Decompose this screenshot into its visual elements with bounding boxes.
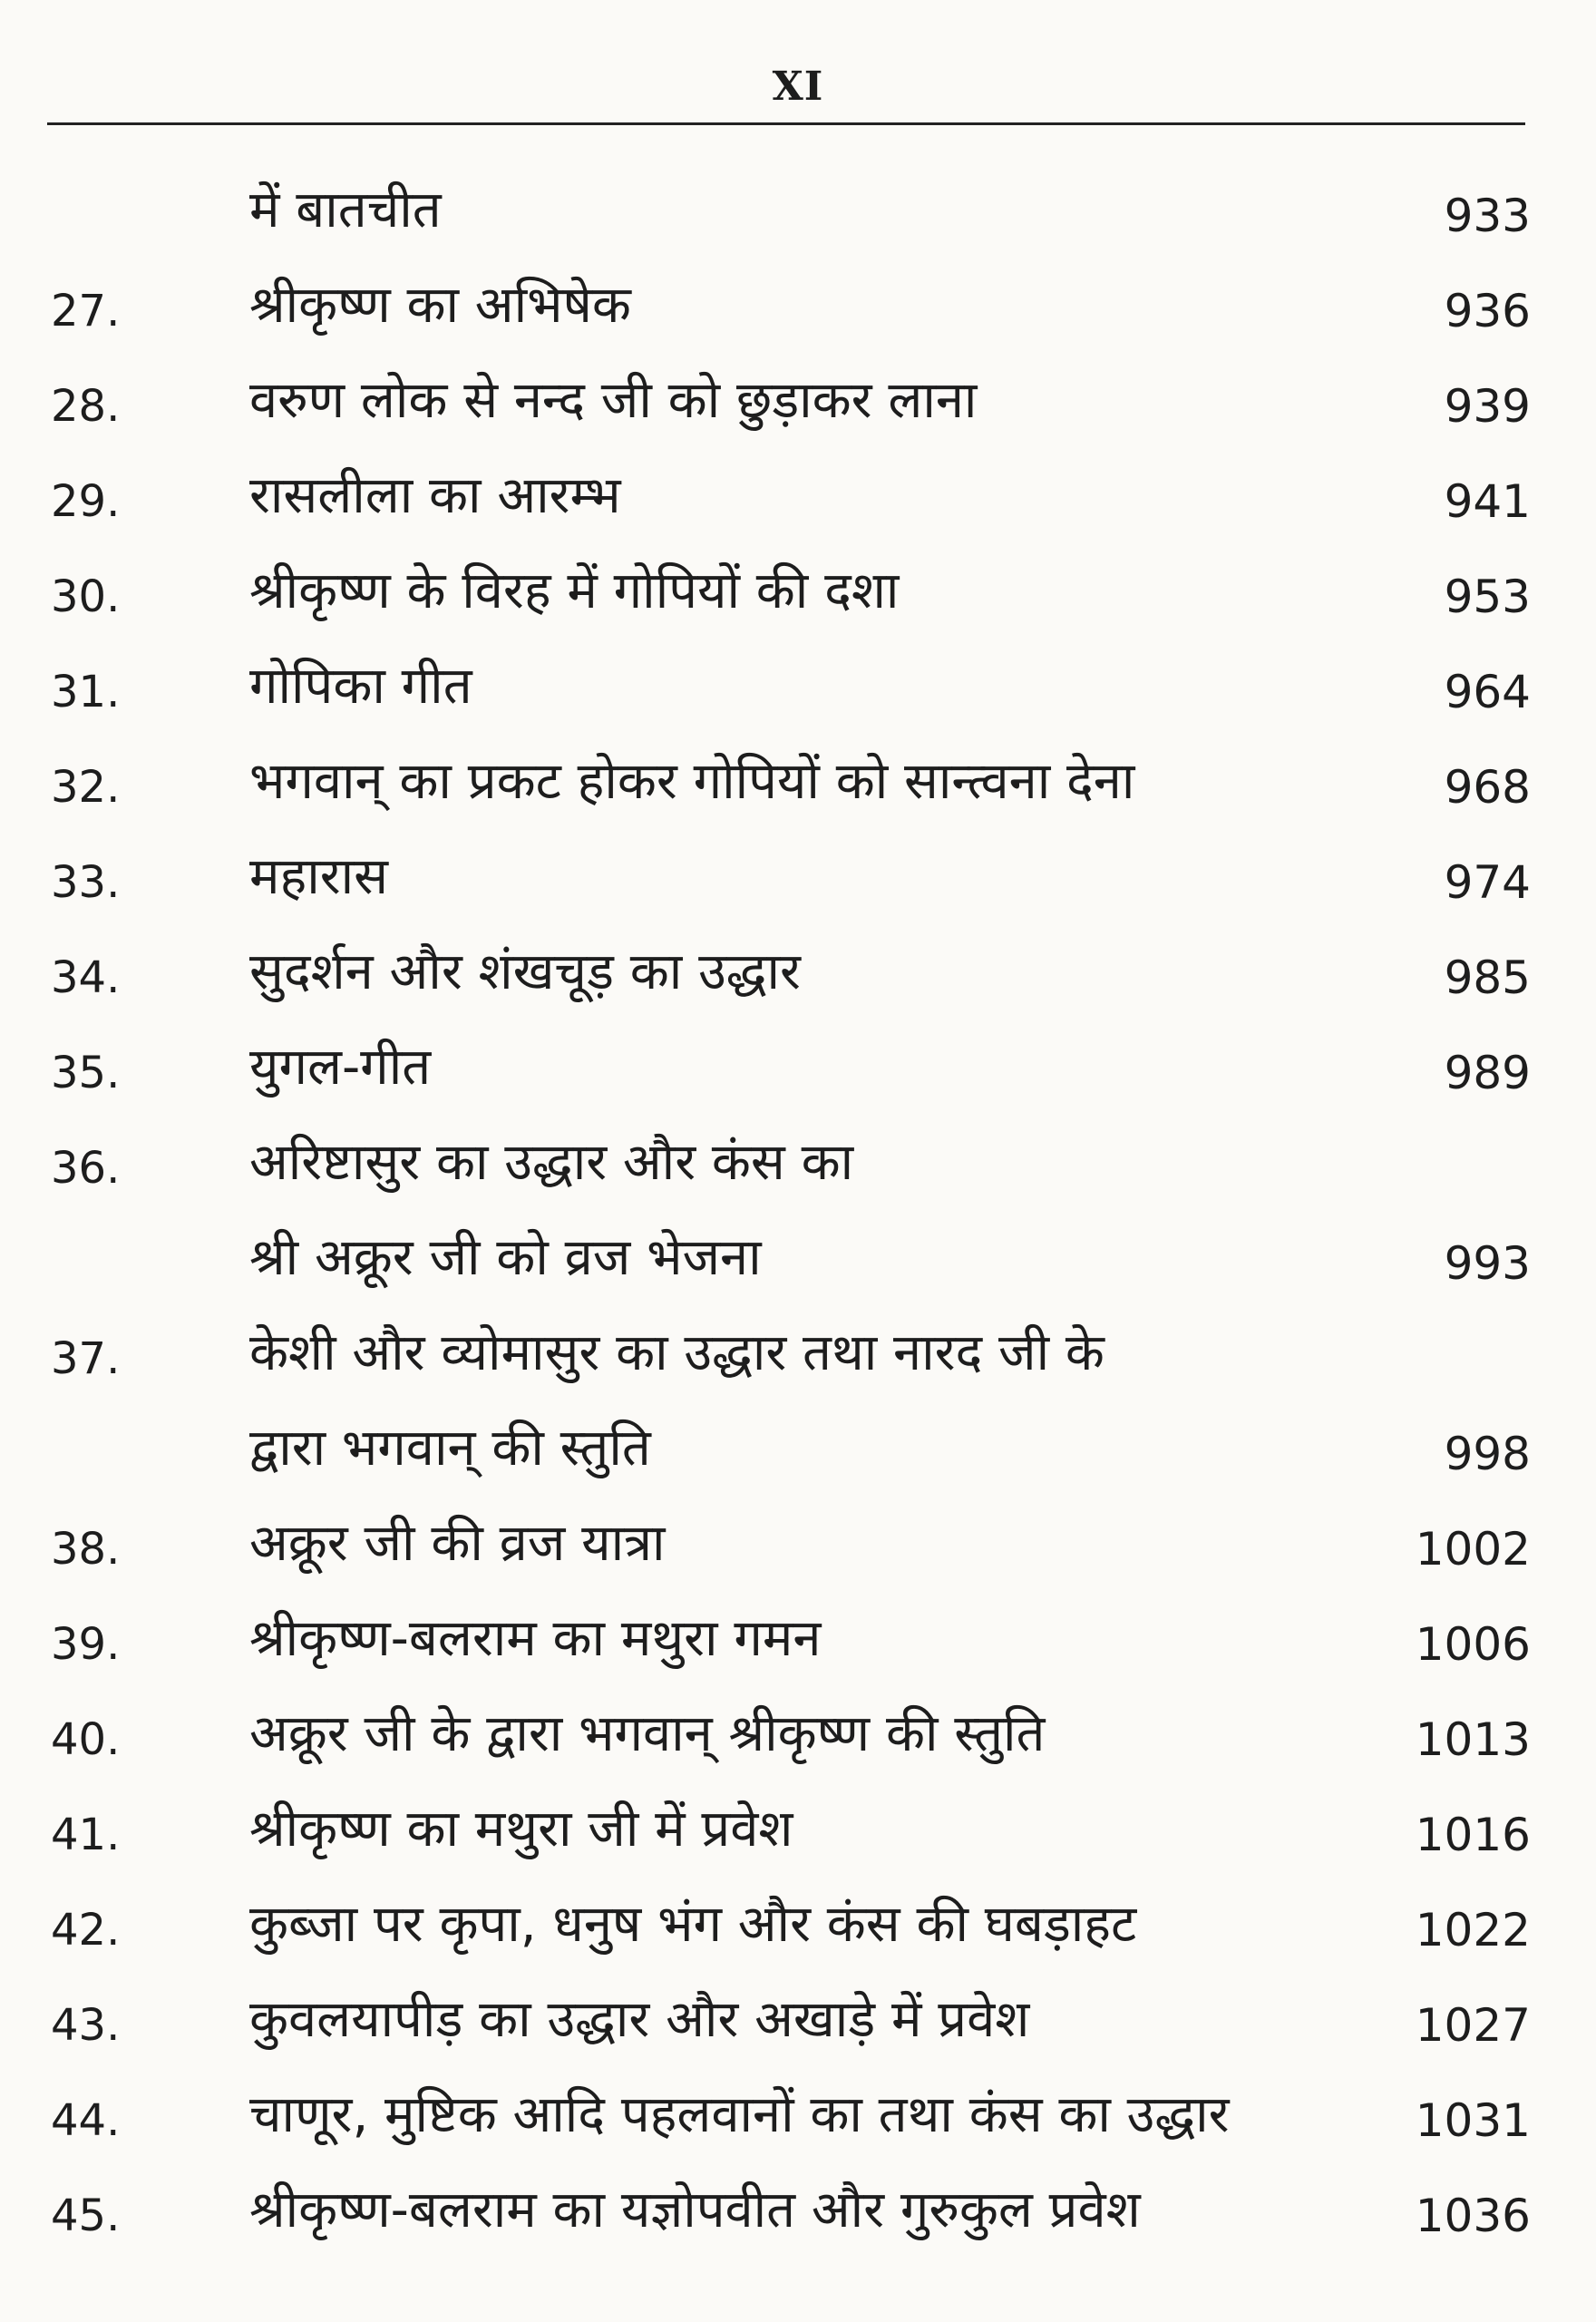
toc-row-title: श्री अक्रूर जी को व्रज भेजना xyxy=(249,1228,762,1287)
toc-row-title: अक्रूर जी के द्वारा भगवान् श्रीकृष्ण की स्तुति xyxy=(249,1704,1046,1763)
toc-row-page: 985 xyxy=(1444,951,1531,1004)
toc-row[interactable] xyxy=(0,1606,1596,1693)
toc-row[interactable] xyxy=(0,1130,1596,1217)
toc-row-title: कुब्जा पर कृपा, धनुष भंग और कंस की घबड़ाहट xyxy=(249,1895,1137,1954)
toc-row-number: 35. xyxy=(51,1048,121,1098)
toc-row[interactable] xyxy=(0,940,1596,1027)
toc-row[interactable] xyxy=(0,1892,1596,1979)
toc-row-title: वरुण लोक से नन्द जी को छुड़ाकर लाना xyxy=(249,371,978,430)
toc-row-page: 1002 xyxy=(1415,1523,1531,1576)
toc-row[interactable] xyxy=(0,178,1596,265)
toc-row-title: कुवलयापीड़ का उद्धार और अखाड़े में प्रवेश xyxy=(249,1990,1030,2049)
toc-row-number: 40. xyxy=(51,1714,121,1765)
toc-row-page: 1006 xyxy=(1415,1618,1531,1671)
toc-row-number: 43. xyxy=(51,2000,121,2051)
toc-row-title: केशी और व्योमासुर का उद्धार तथा नारद जी के xyxy=(249,1323,1105,1382)
toc-row-number: 31. xyxy=(51,667,121,717)
toc-row-title: अरिष्टासुर का उद्धार और कंस का xyxy=(249,1133,854,1192)
toc-row[interactable] xyxy=(0,1511,1596,1598)
toc-row[interactable] xyxy=(0,273,1596,360)
toc-row-title: श्रीकृष्ण का मथुरा जी में प्रवेश xyxy=(249,1800,793,1859)
toc-row-number: 36. xyxy=(51,1143,121,1194)
toc-row-number: 41. xyxy=(51,1810,121,1860)
toc-row-page: 936 xyxy=(1444,285,1531,337)
toc-row-page: 941 xyxy=(1444,475,1531,528)
toc-row-number: 42. xyxy=(51,1905,121,1956)
toc-row[interactable] xyxy=(0,749,1596,836)
toc-row-page: 989 xyxy=(1444,1047,1531,1099)
toc-row-page: 933 xyxy=(1444,190,1531,242)
toc-row[interactable] xyxy=(0,463,1596,551)
toc-row-page: 968 xyxy=(1444,761,1531,814)
toc-row[interactable] xyxy=(0,1987,1596,2074)
toc-row[interactable] xyxy=(0,844,1596,932)
toc-row[interactable] xyxy=(0,654,1596,741)
toc-row-page: 1036 xyxy=(1415,2190,1531,2242)
toc-row-number: 30. xyxy=(51,571,121,622)
toc-row[interactable] xyxy=(0,559,1596,646)
toc-row-title: श्रीकृष्ण के विरह में गोपियों की दशा xyxy=(249,561,900,620)
toc-row[interactable] xyxy=(0,1797,1596,1884)
toc-row-title: श्रीकृष्ण का अभिषेक xyxy=(249,276,631,335)
toc-row-number: 38. xyxy=(51,1524,121,1575)
toc-row-page: 1022 xyxy=(1415,1904,1531,1956)
toc-row-title: गोपिका गीत xyxy=(249,657,472,716)
toc-row-page: 1016 xyxy=(1415,1809,1531,1861)
toc-row[interactable] xyxy=(0,1321,1596,1408)
toc-row[interactable] xyxy=(0,1035,1596,1122)
toc-row-page: 1013 xyxy=(1415,1713,1531,1766)
toc-row-title: चाणूर, मुष्टिक आदि पहलवानों का तथा कंस का उद्धार xyxy=(249,2085,1230,2144)
toc-row-continuation[interactable] xyxy=(0,1416,1596,1503)
toc-row-title: द्वारा भगवान् की स्तुति xyxy=(249,1419,651,1478)
toc-row[interactable] xyxy=(0,1702,1596,1789)
page-number-header: XI xyxy=(772,63,824,110)
toc-row-number: 37. xyxy=(51,1333,121,1384)
toc-row-title: अक्रूर जी की व्रज यात्रा xyxy=(249,1514,666,1573)
toc-row-number: 27. xyxy=(51,286,121,337)
toc-row-number: 39. xyxy=(51,1619,121,1670)
toc-row-title: श्रीकृष्ण-बलराम का यज्ञोपवीत और गुरुकुल प्रवेश xyxy=(249,2181,1141,2239)
toc-row-number: 32. xyxy=(51,762,121,813)
toc-row[interactable] xyxy=(0,368,1596,455)
toc-row-number: 29. xyxy=(51,476,121,527)
toc-row-page: 993 xyxy=(1444,1237,1531,1290)
toc-row-page: 939 xyxy=(1444,380,1531,433)
toc-row-number: 33. xyxy=(51,857,121,908)
toc-row-number: 45. xyxy=(51,2190,121,2241)
toc-row-page: 998 xyxy=(1444,1428,1531,1480)
toc-row-number: 28. xyxy=(51,381,121,432)
toc-row-continuation[interactable] xyxy=(0,1225,1596,1312)
toc-row-number: 44. xyxy=(51,2095,121,2146)
toc-row-page: 974 xyxy=(1444,856,1531,909)
toc-row-title: सुदर्शन और शंखचूड़ का उद्धार xyxy=(249,942,801,1001)
toc-row-title: श्रीकृष्ण-बलराम का मथुरा गमन xyxy=(249,1609,822,1668)
toc-row-title: रासलीला का आरम्भ xyxy=(249,466,621,525)
toc-row-number: 34. xyxy=(51,952,121,1003)
toc-row-title: में बातचीत xyxy=(249,180,442,239)
toc-row[interactable] xyxy=(0,2083,1596,2170)
toc-row-title: भगवान् का प्रकट होकर गोपियों को सान्त्वना देना xyxy=(249,752,1135,811)
toc-row-title: युगल-गीत xyxy=(249,1038,432,1097)
toc-row-title: महारास xyxy=(249,847,388,906)
toc-row-page: 953 xyxy=(1444,571,1531,623)
toc-row-page: 1027 xyxy=(1415,1999,1531,2052)
toc-row[interactable] xyxy=(0,2178,1596,2265)
toc-row-page: 1031 xyxy=(1415,2094,1531,2147)
toc-row-page: 964 xyxy=(1444,666,1531,718)
